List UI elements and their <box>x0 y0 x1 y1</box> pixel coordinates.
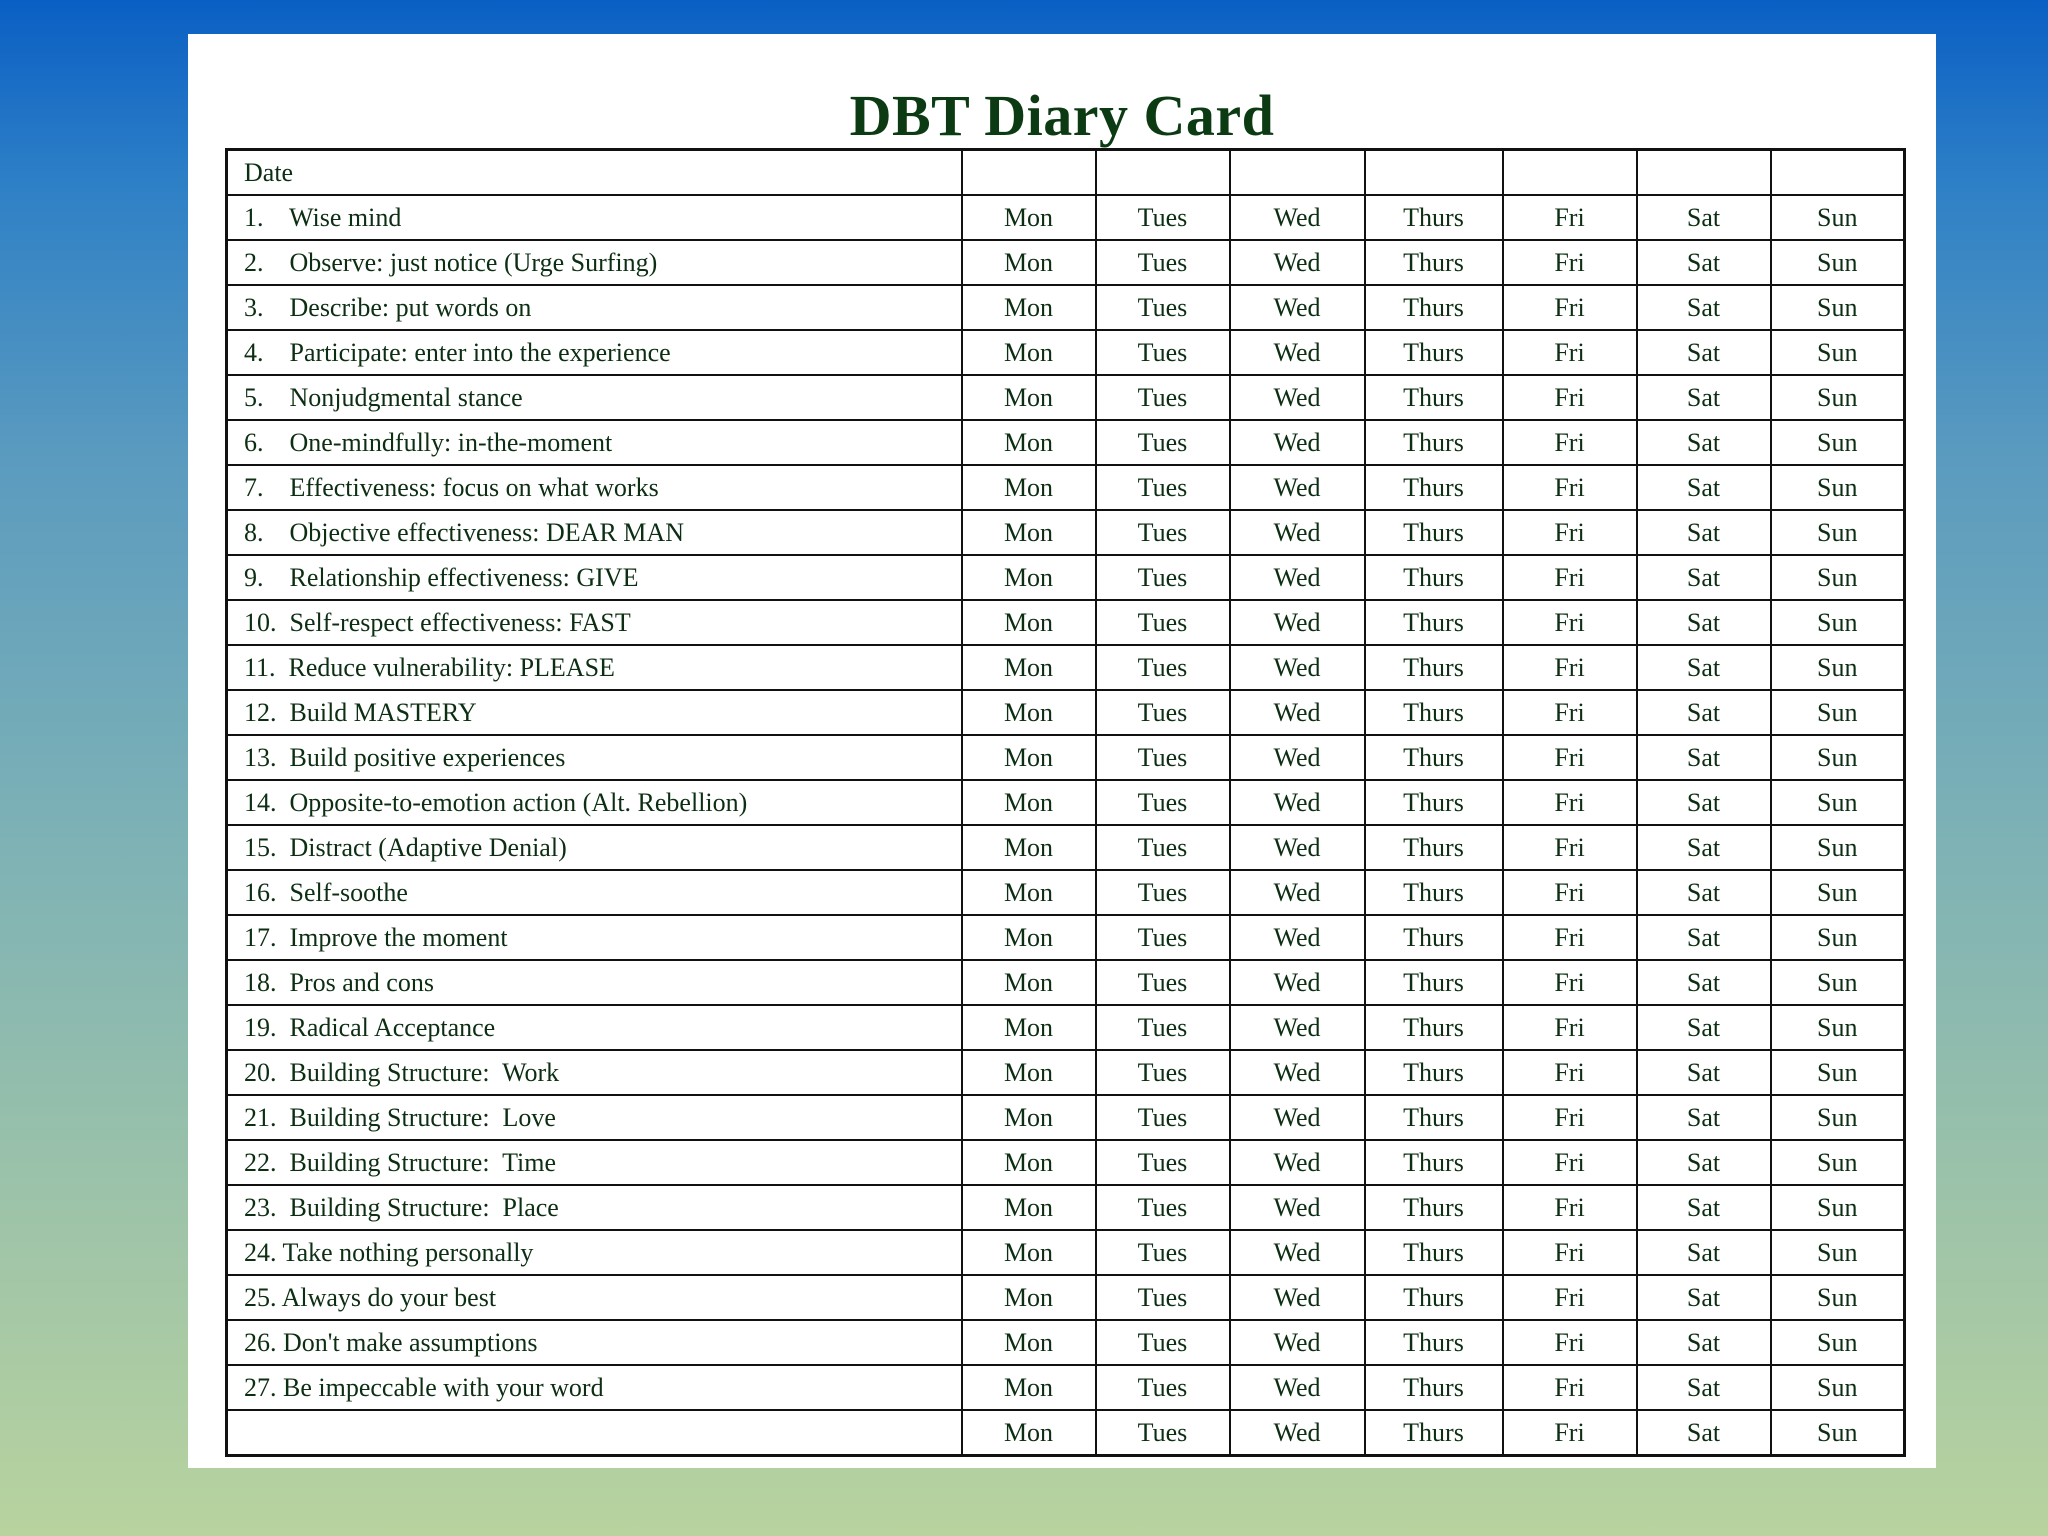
day-checkbox-mon[interactable]: Mon <box>962 510 1096 555</box>
day-checkbox-wed[interactable]: Wed <box>1230 1275 1365 1320</box>
day-checkbox-sat[interactable]: Sat <box>1637 825 1771 870</box>
day-checkbox-mon[interactable]: Mon <box>962 555 1096 600</box>
day-checkbox-wed[interactable]: Wed <box>1230 1410 1365 1456</box>
skill-label: 4. Participate: enter into the experience <box>227 330 962 375</box>
day-checkbox-fri[interactable]: Fri <box>1503 1320 1637 1365</box>
skill-label: 10. Self-respect effectiveness: FAST <box>227 600 962 645</box>
day-checkbox-mon[interactable]: Mon <box>962 1095 1096 1140</box>
table-row <box>227 330 1905 375</box>
skill-label: 1. Wise mind <box>227 195 962 240</box>
day-checkbox-wed[interactable]: Wed <box>1230 735 1365 780</box>
day-checkbox-sun[interactable]: Sun <box>1771 330 1905 375</box>
day-checkbox-tues[interactable]: Tues <box>1096 1095 1230 1140</box>
day-checkbox-sat[interactable]: Sat <box>1637 1320 1771 1365</box>
day-checkbox-tues[interactable]: Tues <box>1096 690 1230 735</box>
day-checkbox-tues[interactable]: Tues <box>1096 1275 1230 1320</box>
day-checkbox-mon[interactable]: Mon <box>962 1140 1096 1185</box>
day-checkbox-sun[interactable]: Sun <box>1771 1275 1905 1320</box>
skill-label: 6. One-mindfully: in-the-moment <box>227 420 962 465</box>
day-checkbox-wed[interactable]: Wed <box>1230 1140 1365 1185</box>
day-checkbox-fri[interactable]: Fri <box>1503 555 1637 600</box>
day-checkbox-sun[interactable]: Sun <box>1771 1185 1905 1230</box>
day-checkbox-thurs[interactable]: Thurs <box>1365 915 1503 960</box>
day-checkbox-mon[interactable]: Mon <box>962 375 1096 420</box>
day-checkbox-sun[interactable]: Sun <box>1771 240 1905 285</box>
table-row <box>227 1005 1905 1050</box>
day-checkbox-fri[interactable]: Fri <box>1503 1365 1637 1410</box>
skill-label: 24. Take nothing personally <box>227 1230 962 1275</box>
day-checkbox-sun[interactable]: Sun <box>1771 645 1905 690</box>
day-checkbox-mon[interactable]: Mon <box>962 330 1096 375</box>
day-checkbox-wed[interactable]: Wed <box>1230 915 1365 960</box>
day-checkbox-sat[interactable]: Sat <box>1637 735 1771 780</box>
day-checkbox-sun[interactable]: Sun <box>1771 1095 1905 1140</box>
day-checkbox-tues[interactable]: Tues <box>1096 1365 1230 1410</box>
skill-label: 7. Effectiveness: focus on what works <box>227 465 962 510</box>
day-checkbox-sun[interactable]: Sun <box>1771 825 1905 870</box>
day-checkbox-sat[interactable]: Sat <box>1637 240 1771 285</box>
day-checkbox-mon[interactable]: Mon <box>962 1050 1096 1095</box>
skill-label: 26. Don't make assumptions <box>227 1320 962 1365</box>
day-checkbox-mon[interactable]: Mon <box>962 780 1096 825</box>
day-checkbox-tues[interactable]: Tues <box>1096 915 1230 960</box>
skill-label: 5. Nonjudgmental stance <box>227 375 962 420</box>
table-row <box>227 915 1905 960</box>
skill-label: 2. Observe: just notice (Urge Surfing) <box>227 240 962 285</box>
day-checkbox-thurs[interactable]: Thurs <box>1365 1320 1503 1365</box>
day-checkbox-sat[interactable]: Sat <box>1637 1095 1771 1140</box>
skill-label: 22. Building Structure: Time <box>227 1140 962 1185</box>
day-checkbox-fri[interactable]: Fri <box>1503 1050 1637 1095</box>
day-checkbox-wed[interactable]: Wed <box>1230 510 1365 555</box>
day-checkbox-mon[interactable]: Mon <box>962 825 1096 870</box>
day-checkbox-wed[interactable]: Wed <box>1230 1005 1365 1050</box>
day-checkbox-fri[interactable]: Fri <box>1503 960 1637 1005</box>
date-cell-wed[interactable] <box>1230 150 1365 196</box>
day-checkbox-sat[interactable]: Sat <box>1637 780 1771 825</box>
day-checkbox-wed[interactable]: Wed <box>1230 285 1365 330</box>
day-checkbox-thurs[interactable]: Thurs <box>1365 645 1503 690</box>
day-checkbox-fri[interactable]: Fri <box>1503 420 1637 465</box>
day-checkbox-tues[interactable]: Tues <box>1096 375 1230 420</box>
day-checkbox-wed[interactable]: Wed <box>1230 690 1365 735</box>
skill-label: 14. Opposite-to-emotion action (Alt. Rebellion) <box>227 780 962 825</box>
day-checkbox-tues[interactable]: Tues <box>1096 780 1230 825</box>
day-checkbox-wed[interactable]: Wed <box>1230 330 1365 375</box>
day-checkbox-sun[interactable]: Sun <box>1771 915 1905 960</box>
day-checkbox-sat[interactable]: Sat <box>1637 330 1771 375</box>
day-checkbox-tues[interactable]: Tues <box>1096 420 1230 465</box>
table-row <box>227 1365 1905 1410</box>
day-checkbox-sun[interactable]: Sun <box>1771 555 1905 600</box>
day-checkbox-sun[interactable]: Sun <box>1771 1050 1905 1095</box>
day-checkbox-tues[interactable]: Tues <box>1096 1140 1230 1185</box>
day-checkbox-fri[interactable]: Fri <box>1503 735 1637 780</box>
day-checkbox-sun[interactable]: Sun <box>1771 375 1905 420</box>
day-checkbox-sat[interactable]: Sat <box>1637 195 1771 240</box>
table-row <box>227 1140 1905 1185</box>
table-row <box>227 825 1905 870</box>
day-checkbox-sat[interactable]: Sat <box>1637 870 1771 915</box>
day-checkbox-thurs[interactable]: Thurs <box>1365 960 1503 1005</box>
table-row <box>227 555 1905 600</box>
date-cell-mon[interactable] <box>962 150 1096 196</box>
slide <box>188 34 1936 1468</box>
skill-label: 25. Always do your best <box>227 1275 962 1320</box>
day-checkbox-thurs[interactable]: Thurs <box>1365 1185 1503 1230</box>
skill-label: 11. Reduce vulnerability: PLEASE <box>227 645 962 690</box>
skill-label: 21. Building Structure: Love <box>227 1095 962 1140</box>
day-checkbox-sun[interactable]: Sun <box>1771 690 1905 735</box>
table-row <box>227 960 1905 1005</box>
day-checkbox-mon[interactable]: Mon <box>962 1410 1096 1456</box>
day-checkbox-thurs[interactable]: Thurs <box>1365 1140 1503 1185</box>
day-checkbox-tues[interactable]: Tues <box>1096 465 1230 510</box>
day-checkbox-thurs[interactable]: Thurs <box>1365 465 1503 510</box>
skill-label: 8. Objective effectiveness: DEAR MAN <box>227 510 962 555</box>
skill-label: 12. Build MASTERY <box>227 690 962 735</box>
table-row <box>227 1050 1905 1095</box>
table-row <box>227 420 1905 465</box>
skill-label: 27. Be impeccable with your word <box>227 1365 962 1410</box>
day-checkbox-fri[interactable]: Fri <box>1503 690 1637 735</box>
day-checkbox-thurs[interactable]: Thurs <box>1365 1365 1503 1410</box>
day-checkbox-sun[interactable]: Sun <box>1771 870 1905 915</box>
day-checkbox-wed[interactable]: Wed <box>1230 825 1365 870</box>
date-cell-thurs[interactable] <box>1365 150 1503 196</box>
day-checkbox-sun[interactable]: Sun <box>1771 960 1905 1005</box>
day-checkbox-sun[interactable]: Sun <box>1771 1230 1905 1275</box>
skill-label: 9. Relationship effectiveness: GIVE <box>227 555 962 600</box>
day-checkbox-wed[interactable]: Wed <box>1230 420 1365 465</box>
day-checkbox-thurs[interactable]: Thurs <box>1365 285 1503 330</box>
day-checkbox-thurs[interactable]: Thurs <box>1365 825 1503 870</box>
day-checkbox-sat[interactable]: Sat <box>1637 600 1771 645</box>
day-checkbox-thurs[interactable]: Thurs <box>1365 375 1503 420</box>
day-checkbox-wed[interactable]: Wed <box>1230 870 1365 915</box>
day-checkbox-tues[interactable]: Tues <box>1096 240 1230 285</box>
day-checkbox-tues[interactable]: Tues <box>1096 1320 1230 1365</box>
day-checkbox-fri[interactable]: Fri <box>1503 1185 1637 1230</box>
day-checkbox-thurs[interactable]: Thurs <box>1365 240 1503 285</box>
day-checkbox-tues[interactable]: Tues <box>1096 825 1230 870</box>
day-checkbox-wed[interactable]: Wed <box>1230 1320 1365 1365</box>
skill-label: 19. Radical Acceptance <box>227 1005 962 1050</box>
day-checkbox-sat[interactable]: Sat <box>1637 1140 1771 1185</box>
date-cell-tues[interactable] <box>1096 150 1230 196</box>
day-checkbox-sat[interactable]: Sat <box>1637 690 1771 735</box>
day-checkbox-mon[interactable]: Mon <box>962 420 1096 465</box>
day-checkbox-sun[interactable]: Sun <box>1771 285 1905 330</box>
day-checkbox-sun[interactable]: Sun <box>1771 1410 1905 1456</box>
skill-label: 16. Self-soothe <box>227 870 962 915</box>
day-checkbox-sun[interactable]: Sun <box>1771 1005 1905 1050</box>
day-checkbox-sat[interactable]: Sat <box>1637 1410 1771 1456</box>
day-checkbox-fri[interactable]: Fri <box>1503 915 1637 960</box>
diary-card-table <box>225 148 1906 1457</box>
page-title: DBT Diary Card <box>849 83 1275 148</box>
date-cell-sat[interactable] <box>1637 150 1771 196</box>
day-checkbox-thurs[interactable]: Thurs <box>1365 735 1503 780</box>
day-checkbox-tues[interactable]: Tues <box>1096 555 1230 600</box>
day-checkbox-tues[interactable]: Tues <box>1096 735 1230 780</box>
day-checkbox-sun[interactable]: Sun <box>1771 1365 1905 1410</box>
skill-label: 13. Build positive experiences <box>227 735 962 780</box>
day-checkbox-tues[interactable]: Tues <box>1096 195 1230 240</box>
day-checkbox-mon[interactable]: Mon <box>962 195 1096 240</box>
day-checkbox-thurs[interactable]: Thurs <box>1365 330 1503 375</box>
day-checkbox-sat[interactable]: Sat <box>1637 645 1771 690</box>
day-checkbox-tues[interactable]: Tues <box>1096 1410 1230 1456</box>
day-checkbox-thurs[interactable]: Thurs <box>1365 1095 1503 1140</box>
day-checkbox-sat[interactable]: Sat <box>1637 1365 1771 1410</box>
day-checkbox-tues[interactable]: Tues <box>1096 510 1230 555</box>
skill-label: 15. Distract (Adaptive Denial) <box>227 825 962 870</box>
day-checkbox-sat[interactable]: Sat <box>1637 285 1771 330</box>
day-checkbox-sun[interactable]: Sun <box>1771 510 1905 555</box>
day-checkbox-tues[interactable]: Tues <box>1096 1050 1230 1095</box>
day-checkbox-wed[interactable]: Wed <box>1230 960 1365 1005</box>
table-row <box>227 1275 1905 1320</box>
day-checkbox-sat[interactable]: Sat <box>1637 1005 1771 1050</box>
day-checkbox-fri[interactable]: Fri <box>1503 240 1637 285</box>
day-checkbox-mon[interactable]: Mon <box>962 240 1096 285</box>
day-checkbox-tues[interactable]: Tues <box>1096 960 1230 1005</box>
table-row <box>227 510 1905 555</box>
day-checkbox-sat[interactable]: Sat <box>1637 1230 1771 1275</box>
day-checkbox-sat[interactable]: Sat <box>1637 465 1771 510</box>
day-checkbox-thurs[interactable]: Thurs <box>1365 1230 1503 1275</box>
day-checkbox-fri[interactable]: Fri <box>1503 330 1637 375</box>
day-checkbox-fri[interactable]: Fri <box>1503 1230 1637 1275</box>
day-checkbox-thurs[interactable]: Thurs <box>1365 600 1503 645</box>
table-row <box>227 1230 1905 1275</box>
day-checkbox-wed[interactable]: Wed <box>1230 555 1365 600</box>
day-checkbox-wed[interactable]: Wed <box>1230 375 1365 420</box>
day-checkbox-sun[interactable]: Sun <box>1771 1320 1905 1365</box>
table-row <box>227 1320 1905 1365</box>
day-checkbox-thurs[interactable]: Thurs <box>1365 1005 1503 1050</box>
day-checkbox-fri[interactable]: Fri <box>1503 510 1637 555</box>
day-checkbox-tues[interactable]: Tues <box>1096 330 1230 375</box>
day-checkbox-fri[interactable]: Fri <box>1503 780 1637 825</box>
day-checkbox-wed[interactable]: Wed <box>1230 1230 1365 1275</box>
day-checkbox-wed[interactable]: Wed <box>1230 195 1365 240</box>
day-checkbox-tues[interactable]: Tues <box>1096 285 1230 330</box>
day-checkbox-mon[interactable]: Mon <box>962 1230 1096 1275</box>
day-checkbox-wed[interactable]: Wed <box>1230 1095 1365 1140</box>
day-checkbox-sat[interactable]: Sat <box>1637 555 1771 600</box>
day-checkbox-thurs[interactable]: Thurs <box>1365 690 1503 735</box>
table-row <box>227 780 1905 825</box>
day-checkbox-mon[interactable]: Mon <box>962 960 1096 1005</box>
day-checkbox-thurs[interactable]: Thurs <box>1365 1275 1503 1320</box>
day-checkbox-wed[interactable]: Wed <box>1230 465 1365 510</box>
day-checkbox-sat[interactable]: Sat <box>1637 510 1771 555</box>
day-checkbox-mon[interactable]: Mon <box>962 1185 1096 1230</box>
day-checkbox-sat[interactable]: Sat <box>1637 1275 1771 1320</box>
table-row <box>227 1185 1905 1230</box>
day-checkbox-sun[interactable]: Sun <box>1771 1140 1905 1185</box>
day-checkbox-sat[interactable]: Sat <box>1637 420 1771 465</box>
day-checkbox-mon[interactable]: Mon <box>962 600 1096 645</box>
day-checkbox-fri[interactable]: Fri <box>1503 1095 1637 1140</box>
day-checkbox-tues[interactable]: Tues <box>1096 645 1230 690</box>
day-checkbox-sun[interactable]: Sun <box>1771 600 1905 645</box>
day-checkbox-fri[interactable]: Fri <box>1503 1410 1637 1456</box>
day-checkbox-mon[interactable]: Mon <box>962 285 1096 330</box>
day-checkbox-sat[interactable]: Sat <box>1637 915 1771 960</box>
day-checkbox-wed[interactable]: Wed <box>1230 780 1365 825</box>
day-checkbox-fri[interactable]: Fri <box>1503 1005 1637 1050</box>
day-checkbox-tues[interactable]: Tues <box>1096 600 1230 645</box>
day-checkbox-fri[interactable]: Fri <box>1503 195 1637 240</box>
day-checkbox-mon[interactable]: Mon <box>962 870 1096 915</box>
date-cell-fri[interactable] <box>1503 150 1637 196</box>
skill-label: 23. Building Structure: Place <box>227 1185 962 1230</box>
day-checkbox-thurs[interactable]: Thurs <box>1365 510 1503 555</box>
table-row <box>227 1410 1905 1456</box>
day-checkbox-sun[interactable]: Sun <box>1771 465 1905 510</box>
day-checkbox-sat[interactable]: Sat <box>1637 1050 1771 1095</box>
day-checkbox-mon[interactable]: Mon <box>962 645 1096 690</box>
skill-label: 3. Describe: put words on <box>227 285 962 330</box>
day-checkbox-fri[interactable]: Fri <box>1503 465 1637 510</box>
day-checkbox-thurs[interactable]: Thurs <box>1365 555 1503 600</box>
day-checkbox-sat[interactable]: Sat <box>1637 1185 1771 1230</box>
day-checkbox-sun[interactable]: Sun <box>1771 735 1905 780</box>
skill-label: 20. Building Structure: Work <box>227 1050 962 1095</box>
date-cell-sun[interactable] <box>1771 150 1905 196</box>
day-checkbox-fri[interactable]: Fri <box>1503 825 1637 870</box>
day-checkbox-fri[interactable]: Fri <box>1503 285 1637 330</box>
day-checkbox-wed[interactable]: Wed <box>1230 600 1365 645</box>
day-checkbox-sun[interactable]: Sun <box>1771 420 1905 465</box>
day-checkbox-tues[interactable]: Tues <box>1096 870 1230 915</box>
day-checkbox-mon[interactable]: Mon <box>962 1320 1096 1365</box>
day-checkbox-sat[interactable]: Sat <box>1637 960 1771 1005</box>
table-row <box>227 195 1905 240</box>
date-label: Date <box>227 150 962 196</box>
day-checkbox-sat[interactable]: Sat <box>1637 375 1771 420</box>
day-checkbox-thurs[interactable]: Thurs <box>1365 195 1503 240</box>
day-checkbox-tues[interactable]: Tues <box>1096 1230 1230 1275</box>
table-row <box>227 870 1905 915</box>
day-checkbox-thurs[interactable]: Thurs <box>1365 780 1503 825</box>
day-checkbox-fri[interactable]: Fri <box>1503 375 1637 420</box>
day-checkbox-fri[interactable]: Fri <box>1503 645 1637 690</box>
day-checkbox-sun[interactable]: Sun <box>1771 195 1905 240</box>
date-row <box>227 150 1905 196</box>
day-checkbox-fri[interactable]: Fri <box>1503 1275 1637 1320</box>
day-checkbox-mon[interactable]: Mon <box>962 735 1096 780</box>
table-row <box>227 645 1905 690</box>
table-row <box>227 240 1905 285</box>
day-checkbox-tues[interactable]: Tues <box>1096 1185 1230 1230</box>
skill-label: 17. Improve the moment <box>227 915 962 960</box>
day-checkbox-mon[interactable]: Mon <box>962 690 1096 735</box>
day-checkbox-fri[interactable]: Fri <box>1503 1140 1637 1185</box>
day-checkbox-thurs[interactable]: Thurs <box>1365 870 1503 915</box>
day-checkbox-wed[interactable]: Wed <box>1230 1050 1365 1095</box>
day-checkbox-mon[interactable]: Mon <box>962 1275 1096 1320</box>
day-checkbox-wed[interactable]: Wed <box>1230 1365 1365 1410</box>
day-checkbox-thurs[interactable]: Thurs <box>1365 420 1503 465</box>
table-row <box>227 465 1905 510</box>
skill-label: 18. Pros and cons <box>227 960 962 1005</box>
day-checkbox-thurs[interactable]: Thurs <box>1365 1410 1503 1456</box>
day-checkbox-mon[interactable]: Mon <box>962 465 1096 510</box>
day-checkbox-tues[interactable]: Tues <box>1096 1005 1230 1050</box>
day-checkbox-wed[interactable]: Wed <box>1230 645 1365 690</box>
table-row <box>227 285 1905 330</box>
table-row <box>227 1095 1905 1140</box>
day-checkbox-thurs[interactable]: Thurs <box>1365 1050 1503 1095</box>
day-checkbox-mon[interactable]: Mon <box>962 1365 1096 1410</box>
skill-label <box>227 1410 962 1456</box>
table-row <box>227 735 1905 780</box>
table-row <box>227 690 1905 735</box>
table-row <box>227 375 1905 420</box>
day-checkbox-mon[interactable]: Mon <box>962 915 1096 960</box>
day-checkbox-wed[interactable]: Wed <box>1230 1185 1365 1230</box>
table-row <box>227 600 1905 645</box>
day-checkbox-mon[interactable]: Mon <box>962 1005 1096 1050</box>
day-checkbox-fri[interactable]: Fri <box>1503 600 1637 645</box>
day-checkbox-sun[interactable]: Sun <box>1771 780 1905 825</box>
day-checkbox-fri[interactable]: Fri <box>1503 870 1637 915</box>
day-checkbox-wed[interactable]: Wed <box>1230 240 1365 285</box>
